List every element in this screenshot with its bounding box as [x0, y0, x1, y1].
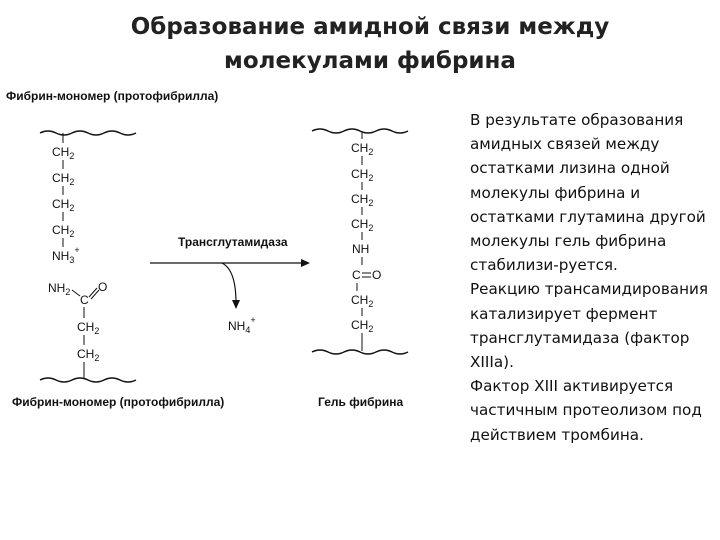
chem-group: C: [352, 268, 361, 282]
chem-group: C: [80, 293, 89, 307]
title-line-2: молекулами фибрина: [224, 48, 516, 74]
chem-group: $CH_2$: [77, 347, 100, 363]
reaction-arrow: [150, 259, 310, 309]
ammonium-product: $NH_4^+$: [228, 315, 256, 335]
protein-backbone-top-left: [40, 131, 136, 135]
chem-group: $CH_2$: [351, 293, 374, 309]
title-line-1: Образование амидной связи между: [130, 14, 610, 40]
protein-backbone-bottom-left: [40, 378, 136, 382]
chem-group: $NH_2$: [48, 281, 71, 297]
protein-backbone-bottom-right: [312, 350, 408, 354]
chem-group: $CH_2$: [351, 167, 374, 183]
right-chain: [351, 131, 381, 351]
protein-backbone-top-right: [312, 129, 408, 133]
gel-label: Гель фибрина: [318, 395, 404, 409]
chem-group: $CH_2$: [351, 318, 374, 334]
paragraph-3: Фактор XIII активируется частичным протеолизом под действием тромбина.: [470, 377, 702, 444]
left-bottom-group: [48, 280, 107, 379]
chem-group: $CH_2$: [351, 141, 374, 157]
enzyme-label: Трансглутамидаза: [178, 235, 288, 249]
chem-group: $CH_2$: [351, 192, 374, 208]
chem-group: O: [98, 280, 108, 294]
chem-group: $CH_2$: [52, 223, 75, 239]
chem-group: $CH_2$: [351, 217, 374, 233]
monomer-bottom-label: Фибрин-мономер (протофибрилла): [12, 395, 225, 409]
chem-group: $CH_2$: [52, 171, 75, 187]
chem-group: $NH_3^+$: [52, 245, 80, 265]
chem-group: NH: [352, 242, 370, 256]
explanation-text: [436, 108, 708, 447]
paragraph-2: Реакцию трансамидирования катализирует фермент трансглутамидаза (фактор XIIIa).: [470, 280, 709, 372]
chem-group: $CH_2$: [52, 145, 75, 161]
chem-group: $CH_2$: [52, 197, 75, 213]
monomer-top-label: Фибрин-мономер (протофибрилла): [6, 89, 219, 103]
left-top-chain: [52, 133, 80, 265]
chem-group: $CH_2$: [77, 320, 100, 336]
paragraph-1: В результате образования амидных связей между остатками лизина одной молекулы фибрина и остатками глутамина другой молекулы гель фибрина стабилизи-руется.: [470, 111, 706, 275]
chem-group: O: [372, 268, 382, 282]
